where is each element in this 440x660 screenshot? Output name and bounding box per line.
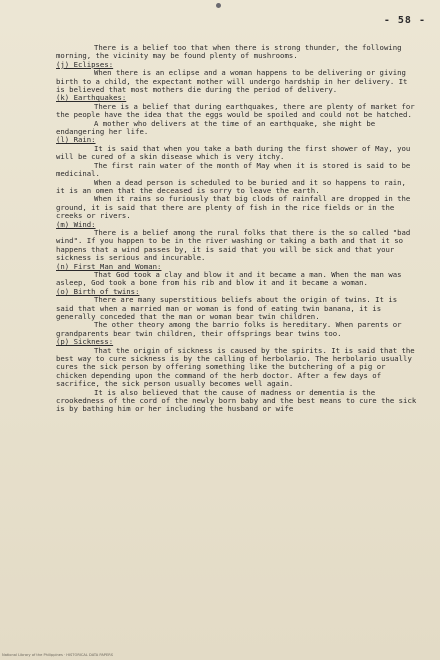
heading-sickness: (p) Sickness:	[56, 337, 114, 347]
paragraph-sickness-2: It is also believed that the cause of madness or dementia is the crookedness of the cord of the newly born baby and the best means to cure the sick is by bathing him or her including the husband or wife	[56, 387, 417, 414]
heading-wind: (m) Wind:	[56, 219, 96, 229]
paragraph-twins-2: The other theory among the barrio folks is hereditary. When parents or grandparents bear twin children, their offsprings bear twins too.	[56, 320, 402, 338]
paragraph-wind: There is a belief among the rural folks that there is the so called "bad wind". If you happen to be in the river washing or taking a bath and that it so happens that a wind passes by, it is said that you will be sick and that your sickness is serious and incurable.	[56, 227, 411, 263]
paragraph-rain-1: It is said that when you take a bath during the first shower of May, you will be cured of a skin disease which is very itchy.	[56, 143, 411, 162]
page-number: - 58 -	[383, 15, 426, 26]
paragraph-rain-2: The first rain water of the month of May when it is stored is said to be medicinal.	[56, 160, 411, 179]
document-body	[56, 44, 418, 414]
paragraph-sickness-1: That the origin of sickness is caused by the spirits. It is said that the best way to cure sickness is by the calling of herbolario. The herbolario usually cures the sick person by offering something like the butchering of a pig or chicken depending upon the command of the herb doctor. After a few days of sacrifice, the sick person usually becomes well again.	[56, 345, 415, 389]
paragraph-first-man-woman: That God took a clay and blow it and it became a man. When the man was asleep, God took a bone from his rib and blow it and it became a woman.	[56, 269, 402, 288]
paragraph-twins-1: There are many superstitious beliefs about the origin of twins. It is said that when a married man or woman is fond of eating twin banana, it is generally conceded that the man or woman bear twin children.	[56, 295, 398, 321]
paragraph-earthquakes-1: There is a belief that during earthquakes, there are plenty of market for the people have the idea that the eggs would be spoiled and could not be hatched.	[56, 101, 415, 120]
heading-earthquakes: (k) Earthquakes:	[56, 93, 127, 103]
heading-birth-of-twins: (o) Birth of twins:	[56, 286, 140, 296]
heading-eclipses: (j) Eclipses:	[56, 59, 114, 69]
paragraph-earthquakes-2: A mother who delivers at the time of an earthquake, she might be endangering her life.	[56, 118, 376, 137]
paragraph-eclipses: When there is an eclipse and a woman happens to be delivering or giving birth to a child, the expectant mother will undergo hardship in her delivery. It is believed that most mothers die during the period of delivery.	[56, 68, 408, 95]
paragraph-rain-3: When a dead person is scheduled to be buried and it so happens to rain, it is an omen that the deceased is sorry to leave the earth.	[56, 177, 406, 195]
paragraph-thunder: There is a belief too that when there is strong thunder, the following morning, the vicinity may be found plenty of mushrooms.	[56, 43, 402, 61]
punch-hole	[216, 3, 221, 8]
heading-first-man-woman: (n) First Man and Woman:	[56, 261, 162, 271]
scan-footer: National Library of the Philippines · HISTORICAL DATA PAPERS	[2, 653, 114, 657]
paragraph-rain-4: When it rains so furiously that big clods of rainfall are dropped in the ground, it is said that there are plenty of fish in the rice fields or in the creeks or rivers.	[56, 194, 411, 221]
heading-rain: (l) Rain:	[56, 135, 96, 145]
